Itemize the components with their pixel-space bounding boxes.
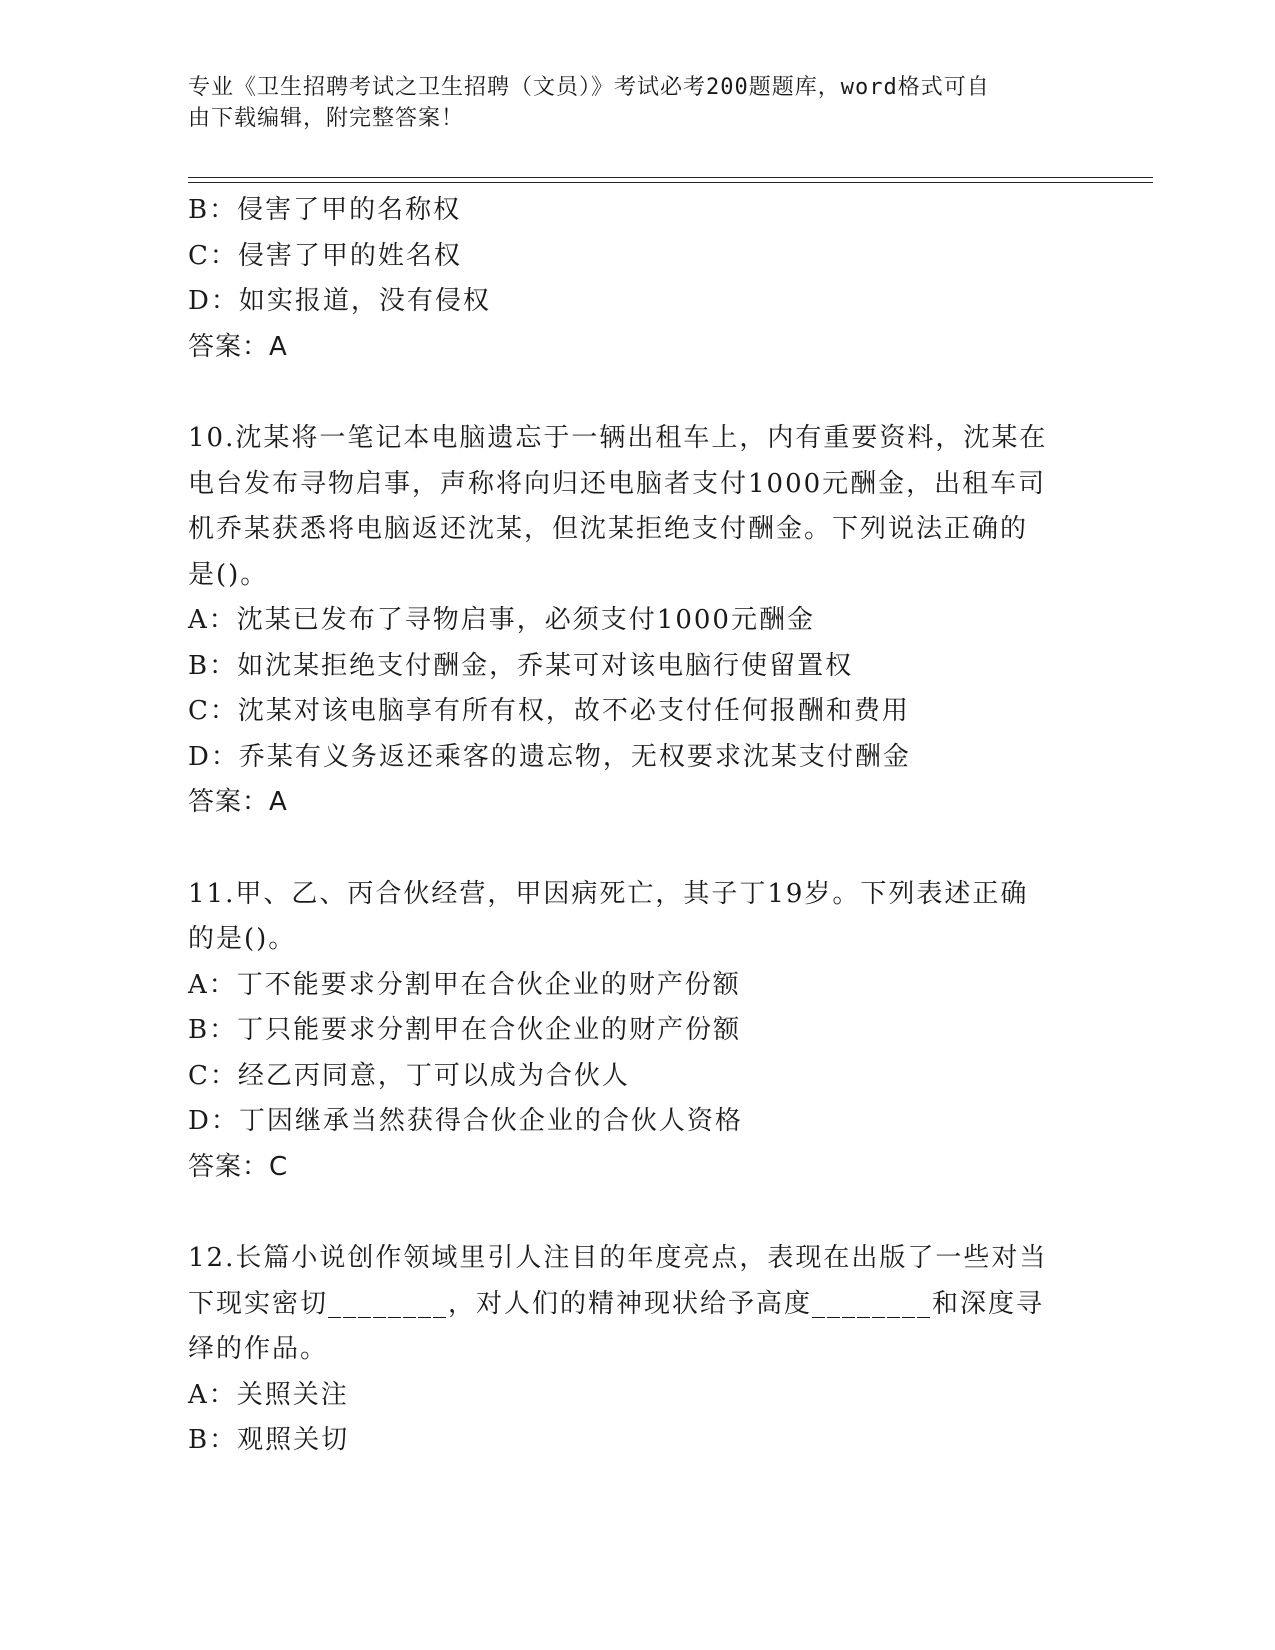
q12-option-a: A：关照关注 — [188, 1379, 349, 1410]
q10-option-c: C：沈某对该电脑享有所有权，故不必支付任何报酬和费用 — [188, 696, 910, 726]
q10-option-a: A：沈某已发布了寻物启事，必须支付1000元酬金 — [188, 605, 815, 635]
question-9 — [188, 188, 1088, 370]
spacer — [188, 370, 1088, 416]
q10-stem-line-4: 是()。 — [188, 559, 269, 590]
header-rule-top — [188, 177, 1153, 178]
q12-stem-line-3: 绎的作品。 — [188, 1334, 329, 1364]
q11-option-a: A：丁不能要求分割甲在合伙企业的财产份额 — [188, 969, 741, 1000]
page-header — [188, 72, 1068, 134]
question-10 — [188, 416, 1088, 826]
q9-answer: 答案：A — [188, 331, 288, 362]
q10-option-d: D：乔某有义务返还乘客的遗忘物，无权要求沈某支付酬金 — [188, 741, 911, 772]
header-line-2: 由下载编辑，附完整答案！ — [188, 106, 465, 131]
q10-stem-line-2: 电台发布寻物启事，声称将向归还电脑者支付1000元酬金，出租车司 — [188, 468, 1047, 499]
q11-stem-line-1: 11.甲、乙、丙合伙经营，甲因病死亡，其子丁19岁。下列表述正确 — [188, 878, 1029, 909]
q11-stem-line-2: 的是()。 — [188, 924, 297, 954]
q9-option-d: D：如实报道，没有侵权 — [188, 286, 491, 316]
q10-stem-line-1: 10.沈某将一笔记本电脑遗忘于一辆出租车上，内有重要资料，沈某在 — [188, 423, 1048, 453]
q12-stem-line-1: 12.长篇小说创作领域里引人注目的年度亮点，表现在出版了一些对当 — [188, 1243, 1048, 1273]
q11-option-c: C：经乙丙同意，丁可以成为合伙人 — [188, 1060, 630, 1091]
q11-option-d: D：丁因继承当然获得合伙企业的合伙人资格 — [188, 1106, 743, 1136]
q11-option-b: B：丁只能要求分割甲在合伙企业的财产份额 — [188, 1015, 742, 1045]
question-content — [188, 188, 1088, 1464]
q10-answer: 答案：A — [188, 787, 288, 817]
question-12 — [188, 1236, 1088, 1464]
spacer — [188, 826, 1088, 872]
q10-option-b: B：如沈某拒绝支付酬金，乔某可对该电脑行使留置权 — [188, 650, 854, 681]
q11-answer: 答案：C — [188, 1151, 289, 1182]
header-line-1: 专业《卫生招聘考试之卫生招聘（文员）》考试必考200题题库，word格式可自 — [188, 75, 990, 100]
header-rule-bottom — [188, 182, 1153, 183]
q12-stem-line-2: 下现实密切________，对人们的精神现状给予高度________和深度寻 — [188, 1288, 1045, 1319]
q10-stem-line-3: 机乔某获悉将电脑返还沈某，但沈某拒绝支付酬金。下列说法正确的 — [188, 514, 1029, 544]
q9-option-b: B：侵害了甲的名称权 — [188, 195, 462, 225]
q12-option-b: B：观照关切 — [188, 1425, 350, 1455]
q9-option-c: C：侵害了甲的姓名权 — [188, 240, 462, 271]
spacer — [188, 1190, 1088, 1236]
question-11 — [188, 872, 1088, 1191]
